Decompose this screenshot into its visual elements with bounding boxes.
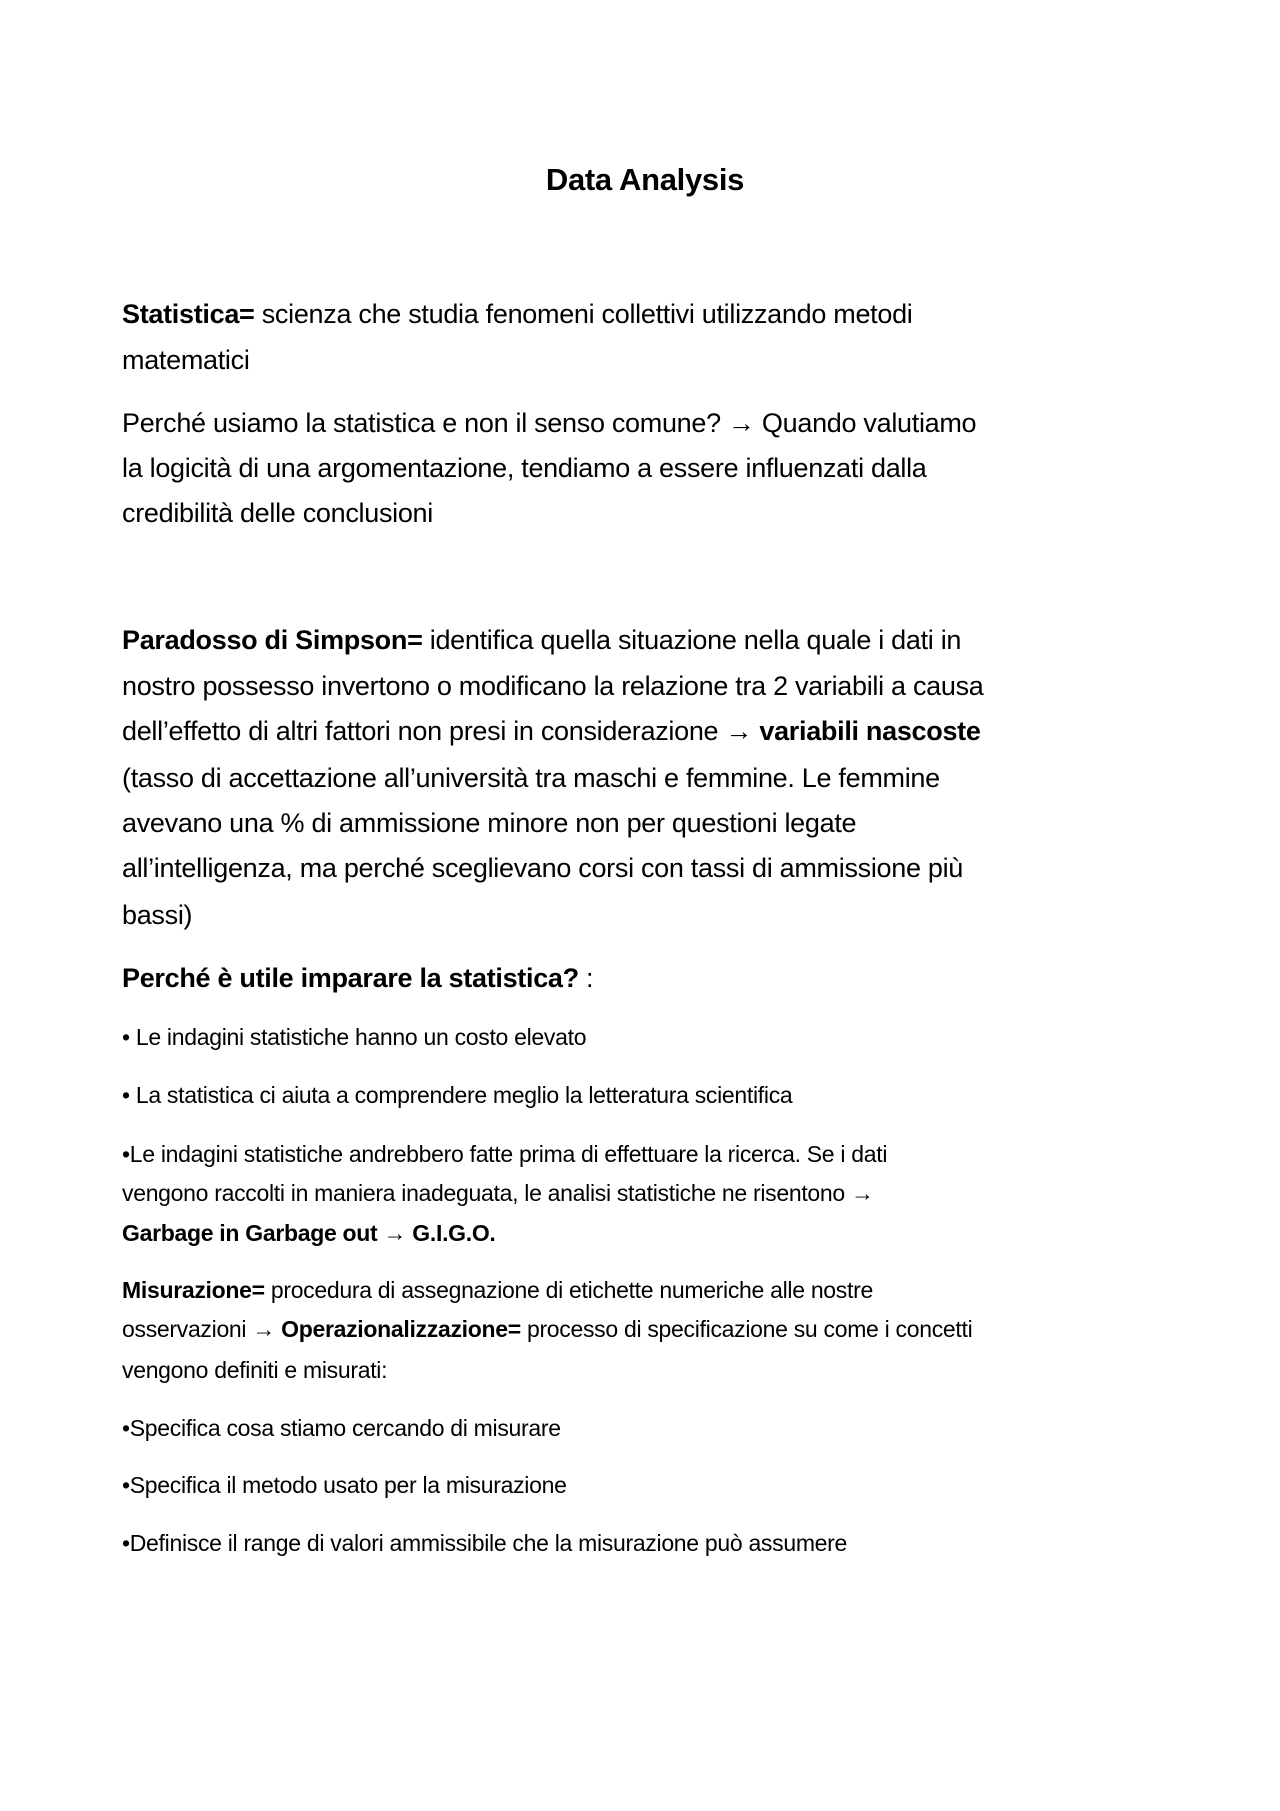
- utile-heading: [122, 965, 593, 992]
- statistica-line-2: matematici: [122, 345, 250, 375]
- misurazione-line-3: vengono definiti e misurati:: [122, 1357, 388, 1383]
- hidden-variables-term: variabili nascoste: [752, 716, 981, 746]
- simpson-text: identifica quella situazione nella quale i dati in: [422, 625, 962, 655]
- misurazione-text: procedura di assegnazione di etichette numeriche alle nostre: [264, 1277, 873, 1303]
- list-item: •Specifica il metodo usato per la misurazione: [122, 1472, 567, 1498]
- list-item: •Definisce il range di valori ammissibile che la misurazione può assumere: [122, 1530, 848, 1556]
- simpson-line-4: (tasso di accettazione all’università tra maschi e femmine. Le femmine: [122, 763, 940, 793]
- list-item: •Specifica cosa stiamo cercando di misurare: [122, 1415, 561, 1441]
- gigo-acronym: G.I.G.O.: [406, 1220, 496, 1246]
- list-item: •Le indagini statistiche andrebbero fatte prima di effettuare la ricerca. Se i dati: [122, 1141, 888, 1167]
- arrow-icon: →: [728, 408, 755, 438]
- operazionalizzazione-term: Operazionalizzazione=: [275, 1316, 521, 1342]
- arrow-icon: →: [252, 1316, 276, 1342]
- simpson-line-6: all’intelligenza, ma perché sceglievano corsi con tassi di ammissione più: [122, 853, 964, 883]
- arrow-icon: →: [383, 1220, 407, 1246]
- perche-answer: Quando valutiamo: [754, 408, 977, 438]
- simpson-line-3: [122, 718, 981, 745]
- perche-question: Perché usiamo la statistica e non il senso comune?: [122, 408, 729, 438]
- simpson-term: Paradosso di Simpson=: [122, 625, 423, 655]
- simpson-line-2: nostro possesso invertono o modificano la relazione tra 2 variabili a causa: [122, 671, 984, 701]
- perche-line-1: [122, 410, 976, 437]
- utile-heading-text: Perché è utile imparare la statistica?: [122, 963, 579, 993]
- gigo-text: Garbage in Garbage out: [122, 1220, 384, 1246]
- document-title: Data Analysis: [545, 162, 745, 197]
- operazionalizzazione-text: processo di specificazione su come i concetti: [520, 1316, 973, 1342]
- simpson-text-3: dell’effetto di altri fattori non presi in considerazione: [122, 716, 726, 746]
- misurazione-term: Misurazione=: [122, 1277, 265, 1303]
- misurazione-line-1: [122, 1279, 873, 1302]
- utile-heading-suffix: :: [578, 963, 594, 993]
- misurazione-line-2: [122, 1318, 972, 1341]
- list-item: • Le indagini statistiche hanno un costo elevato: [122, 1024, 587, 1050]
- arrow-icon: →: [725, 716, 753, 746]
- statistica-text: scienza che studia fenomeni collettivi utilizzando metodi: [254, 299, 913, 329]
- list-item-continued: vengono raccolti in maniera inadeguata, le analisi statistiche ne risentono →: [122, 1180, 874, 1206]
- statistica-term: Statistica=: [122, 299, 255, 329]
- simpson-line-7: bassi): [122, 900, 193, 930]
- statistica-line-1: [122, 301, 913, 328]
- gigo-line: [122, 1222, 496, 1245]
- simpson-line-1: [122, 627, 961, 654]
- simpson-line-5: avevano una % di ammissione minore non per questioni legate: [122, 808, 857, 838]
- misurazione-text-2: osservazioni: [122, 1316, 253, 1342]
- perche-line-2: la logicità di una argomentazione, tendiamo a essere influenzati dalla: [122, 453, 927, 483]
- perche-line-3: credibilità delle conclusioni: [122, 498, 433, 528]
- list-item: • La statistica ci aiuta a comprendere meglio la letteratura scientifica: [122, 1082, 793, 1108]
